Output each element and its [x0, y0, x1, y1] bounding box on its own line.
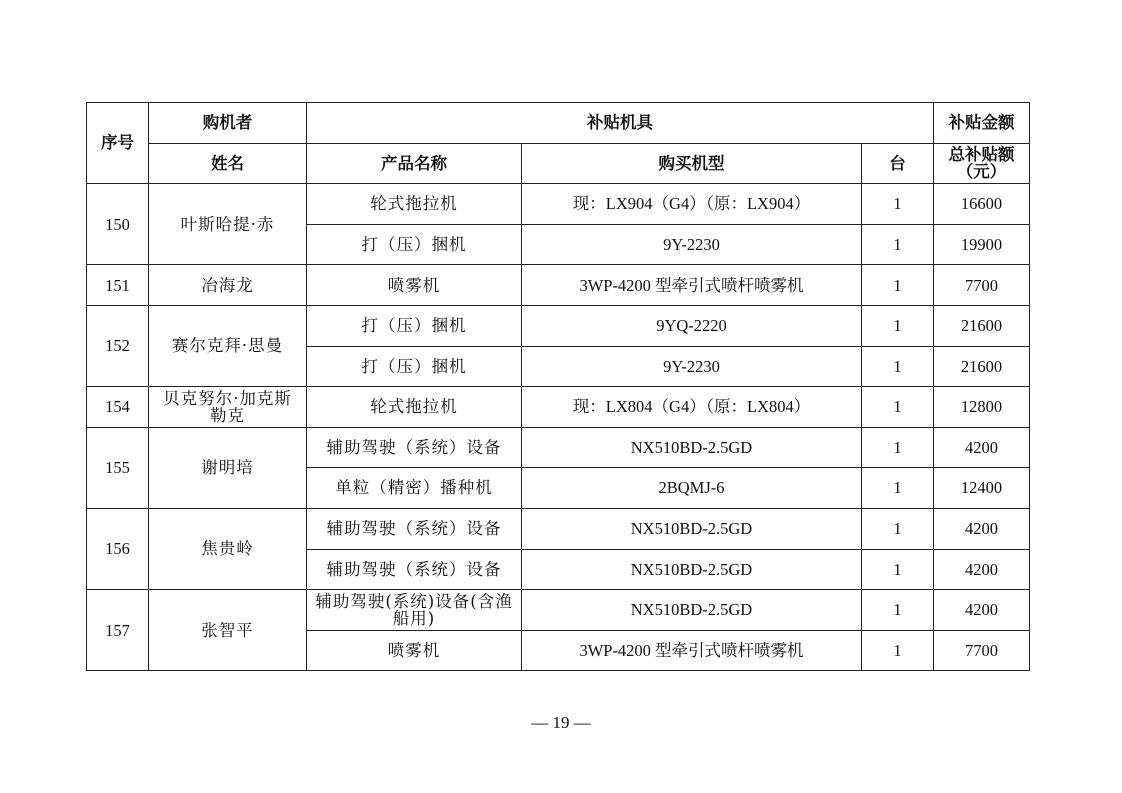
product-name-cell: 打（压）捆机	[307, 224, 522, 265]
header-serial: 序号	[87, 103, 149, 184]
table-row	[87, 427, 1030, 468]
buyer-name-cell: 赛尔克拜·思曼	[149, 305, 307, 386]
table-row	[87, 305, 1030, 346]
buyer-name-cell: 贝克努尔·加克斯勒克	[149, 387, 307, 428]
model-cell: 现：LX804（G4）（原：LX804）	[522, 387, 862, 428]
header-qty: 台	[862, 143, 934, 184]
qty-cell: 1	[862, 224, 934, 265]
header-subsidy-group: 补贴机具	[307, 103, 934, 144]
qty-cell: 1	[862, 427, 934, 468]
buyer-name-cell: 焦贵岭	[149, 508, 307, 589]
table-body	[87, 184, 1030, 671]
model-cell: 9Y-2230	[522, 346, 862, 387]
amount-cell: 19900	[934, 224, 1030, 265]
amount-cell: 4200	[934, 427, 1030, 468]
header-total: 总补贴额（元）	[934, 143, 1030, 184]
qty-cell: 1	[862, 508, 934, 549]
amount-cell: 7700	[934, 630, 1030, 671]
amount-cell: 4200	[934, 549, 1030, 590]
header-product: 产品名称	[307, 143, 522, 184]
qty-cell: 1	[862, 468, 934, 509]
model-cell: 9Y-2230	[522, 224, 862, 265]
header-name: 姓名	[149, 143, 307, 184]
product-name-cell: 辅助驾驶（系统）设备	[307, 427, 522, 468]
header-amount-group: 补贴金额	[934, 103, 1030, 144]
model-cell: 2BQMJ-6	[522, 468, 862, 509]
qty-cell: 1	[862, 590, 934, 631]
buyer-name-cell: 谢明培	[149, 427, 307, 508]
model-cell: 9YQ-2220	[522, 305, 862, 346]
qty-cell: 1	[862, 184, 934, 225]
model-cell: 3WP-4200 型牵引式喷杆喷雾机	[522, 630, 862, 671]
model-cell: 现：LX904（G4）（原：LX904）	[522, 184, 862, 225]
product-name-cell: 喷雾机	[307, 265, 522, 306]
model-cell: NX510BD-2.5GD	[522, 427, 862, 468]
qty-cell: 1	[862, 346, 934, 387]
serial-cell: 155	[87, 427, 149, 508]
product-name-cell: 打（压）捆机	[307, 305, 522, 346]
product-name-cell: 单粒（精密）播种机	[307, 468, 522, 509]
subsidy-table	[86, 102, 1030, 671]
amount-cell: 21600	[934, 346, 1030, 387]
qty-cell: 1	[862, 387, 934, 428]
serial-cell: 150	[87, 184, 149, 265]
product-name-cell: 轮式拖拉机	[307, 184, 522, 225]
model-cell: NX510BD-2.5GD	[522, 590, 862, 631]
table-row	[87, 508, 1030, 549]
product-name-cell: 辅助驾驶（系统）设备	[307, 508, 522, 549]
amount-cell: 12400	[934, 468, 1030, 509]
buyer-name-cell: 冶海龙	[149, 265, 307, 306]
serial-cell: 152	[87, 305, 149, 386]
table-row	[87, 184, 1030, 225]
qty-cell: 1	[862, 549, 934, 590]
amount-cell: 4200	[934, 508, 1030, 549]
header-model: 购买机型	[522, 143, 862, 184]
model-cell: NX510BD-2.5GD	[522, 508, 862, 549]
qty-cell: 1	[862, 630, 934, 671]
table-row	[87, 590, 1030, 631]
buyer-name-cell: 叶斯哈提·赤	[149, 184, 307, 265]
qty-cell: 1	[862, 265, 934, 306]
page-number: — 19 —	[531, 713, 591, 732]
model-cell: NX510BD-2.5GD	[522, 549, 862, 590]
product-name-cell: 打（压）捆机	[307, 346, 522, 387]
header-buyer-group: 购机者	[149, 103, 307, 144]
product-name-cell: 辅助驾驶（系统）设备	[307, 549, 522, 590]
amount-cell: 7700	[934, 265, 1030, 306]
product-name-cell: 喷雾机	[307, 630, 522, 671]
serial-cell: 156	[87, 508, 149, 589]
product-name-cell: 轮式拖拉机	[307, 387, 522, 428]
table-row	[87, 387, 1030, 428]
table-header	[87, 103, 1030, 184]
model-cell: 3WP-4200 型牵引式喷杆喷雾机	[522, 265, 862, 306]
amount-cell: 4200	[934, 590, 1030, 631]
table-row	[87, 265, 1030, 306]
product-name-cell: 辅助驾驶(系统)设备(含渔船用)	[307, 590, 522, 631]
amount-cell: 16600	[934, 184, 1030, 225]
qty-cell: 1	[862, 305, 934, 346]
amount-cell: 12800	[934, 387, 1030, 428]
serial-cell: 154	[87, 387, 149, 428]
amount-cell: 21600	[934, 305, 1030, 346]
buyer-name-cell: 张智平	[149, 590, 307, 671]
serial-cell: 157	[87, 590, 149, 671]
serial-cell: 151	[87, 265, 149, 306]
